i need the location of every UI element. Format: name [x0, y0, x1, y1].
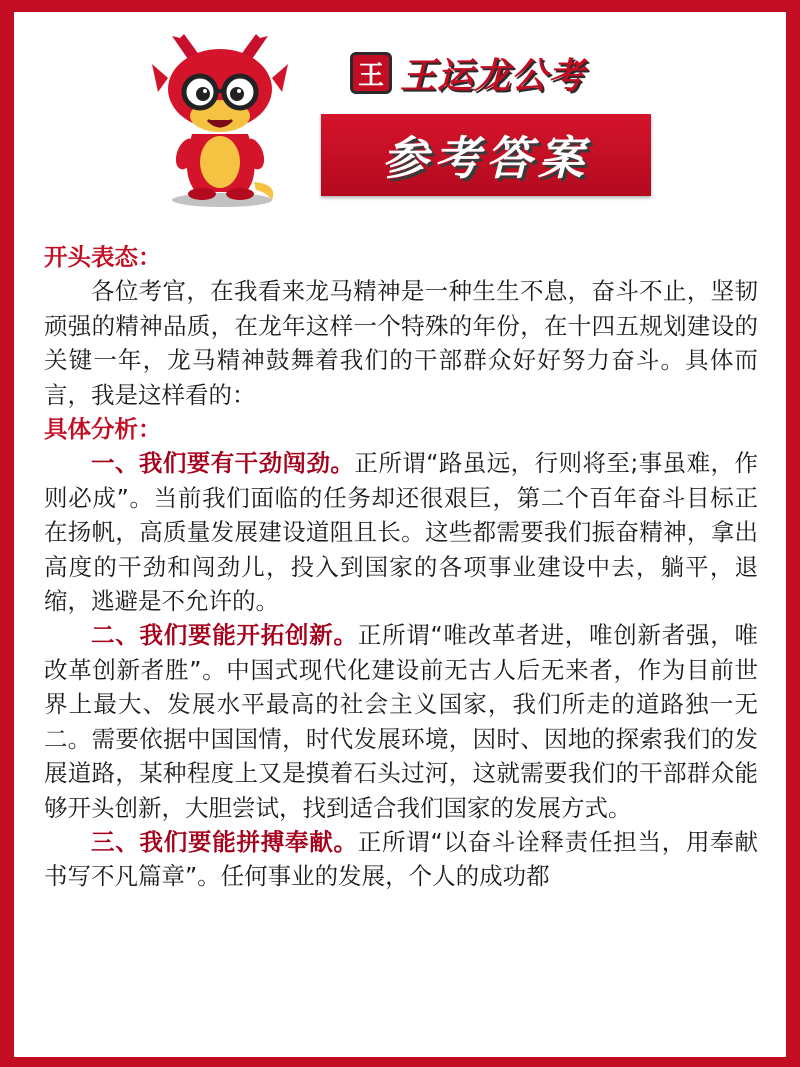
dragon-mascot-icon	[150, 34, 290, 209]
opening-paragraph: 各位考官，在我看来龙马精神是一种生生不息，奋斗不止，坚韧顽强的精神品质，在龙年这样一个特殊的年份，在十四五规划建设的关键一年，龙马精神鼓舞着我们的干部群众好好努力奋斗。具体而言，我是这样看的：	[44, 277, 758, 409]
point-text-3: 正所谓“以奋斗诠释责任担当，用奉献书写不凡篇章”。任何事业的发展，个人的成功都	[44, 827, 758, 891]
opening-heading: 开头表态：	[44, 243, 162, 271]
point-paragraph-2	[44, 618, 758, 824]
header	[0, 0, 800, 230]
point-title-1: 一、我们要有干劲闯劲。	[91, 449, 355, 478]
banner-title: 参考答案	[382, 131, 590, 185]
brand-logo	[350, 50, 585, 96]
point-text-2: 正所谓“唯改革者进，唯创新者强，唯改革创新者胜”。中国式现代化建设前无古人后无来者，作为目前世界上最大、发展水平最高的社会主义国家，我们所走的道路独一无二。需要依据中国国情，时代发展环境，因时、因地的探索我们的发展道路，某种程度上又是摸着石头过河，这就需要我们的干部群众能够开头创新，大胆尝试，找到适合我们国家的发展方式。	[44, 621, 758, 822]
brand-badge-icon: 王	[350, 52, 392, 94]
answer-banner	[321, 114, 651, 196]
point-paragraph-3	[44, 825, 758, 894]
point-paragraph-1	[44, 446, 758, 618]
answer-content	[44, 240, 758, 894]
analysis-heading: 具体分析：	[44, 415, 162, 444]
point-title-2: 二、我们要能开拓创新。	[91, 621, 358, 650]
point-title-3: 三、我们要能拼搏奉献。	[91, 827, 358, 856]
point-text-1: 正所谓“路虽远，行则将至;事虽难，作则必成”。当前我们面临的任务却还很艰巨，第二个百年奋斗目标正在扬帆，高质量发展建设道阻且长。这些都需要我们振奋精神，拿出高度的干劲和闯劲儿，投入到国家的各项事业建设中去，躺平，退缩，逃避是不允许的。	[44, 449, 758, 616]
brand-name: 王运龙公考	[400, 55, 586, 97]
